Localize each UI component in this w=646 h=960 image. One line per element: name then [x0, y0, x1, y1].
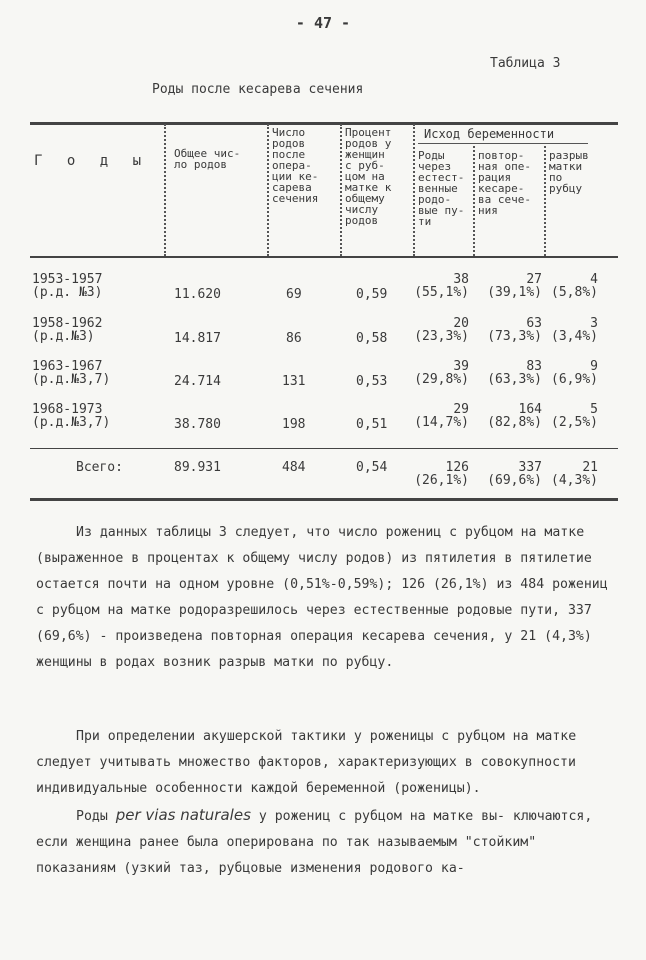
header-total-births: Общее чис- ло родов: [174, 147, 241, 171]
table-cell-repeat: 63 (73,3%): [487, 316, 542, 344]
total-row-percent: 0,54: [356, 460, 388, 475]
header-rupture: разрыв матки по рубцу: [549, 149, 589, 195]
total-row-natural: 126 (26,1%): [414, 460, 469, 488]
table-cell-natural: 38 (55,1%): [414, 272, 469, 300]
table-cell-total: 14.817: [174, 331, 221, 346]
table-cell-cs: 86: [286, 331, 302, 346]
outcome-header-rule: [418, 143, 588, 144]
paragraph-3-rest: у рожениц с рубцом на матке вы- ключаются, если женщина ранее была оперирована по так называемым "стойким" показаниям (узкий таз, рубцовые изменения родового ка-: [36, 809, 593, 876]
table-cell-years: 1968-1973 (р.д.№3,7): [32, 402, 111, 430]
table-cell-cs: 131: [282, 374, 306, 389]
table-cell-total: 11.620: [174, 287, 221, 302]
table-cell-percent: 0,59: [356, 287, 388, 302]
header-bottom-rule: [30, 256, 618, 258]
paragraph-1: [36, 520, 616, 676]
column-divider: [267, 124, 269, 256]
table-cell-repeat: 83 (63,3%): [487, 359, 542, 387]
table-cell-rupture: 9 (6,9%): [551, 359, 598, 387]
table-label: Таблица 3: [490, 56, 561, 71]
paragraph-2-text: При определении акушерской тактики у роженицы с рубцом на матке следует учитывать множество факторов, характеризующих в совокупности индивидуальные особенности каждой беременной (роженицы).: [36, 729, 577, 796]
table-cell-rupture: 4 (5,8%): [551, 272, 598, 300]
header-natural: Роды через естест- венные родо- вые пу- ти: [418, 149, 465, 228]
table-cell-total: 24.714: [174, 374, 221, 389]
total-row-cs: 484: [282, 460, 306, 475]
table-cell-natural: 39 (29,8%): [414, 359, 469, 387]
table-top-rule: [30, 122, 618, 125]
paragraph-1-text: Из данных таблицы 3 следует, что число рожениц с рубцом на матке (выраженное в процентах к общему числу родов) из пятилетия в пятилетие остается почти на одном уровне (0,51%-0,59%); 126 (26,1%) из 484 рожениц с рубцом на матке родоразрешилось через естественные родовые пути, 337 (69,6%) - произведена повторная операция кесарева сечения, у 21 (4,3%) женщины в родах возник разрыв матки по рубцу.: [36, 525, 608, 670]
paragraph-3: [36, 802, 616, 882]
paragraph-3-start: Роды: [76, 809, 108, 824]
paragraph-3-text: [36, 802, 616, 882]
table-cell-repeat: 164 (82,8%): [487, 402, 542, 430]
header-cs-births: Число родов после опера- ции ке- сарева сечения: [272, 126, 319, 205]
total-row-total: 89.931: [174, 460, 221, 475]
total-row-label: Всего:: [76, 460, 123, 475]
total-top-rule: [30, 448, 618, 449]
table-cell-years: 1963-1967 (р.д.№3,7): [32, 359, 111, 387]
table-cell-rupture: 5 (2,5%): [551, 402, 598, 430]
header-repeat-cs: повтор- ная опе- рация кесаре- ва сече- ния: [478, 149, 531, 217]
table-cell-cs: 69: [286, 287, 302, 302]
column-divider: [164, 124, 166, 256]
header-years: Г о д ы: [34, 153, 150, 169]
table-bottom-rule: [30, 498, 618, 501]
paragraph-2: [36, 724, 616, 802]
table-cell-cs: 198: [282, 417, 306, 432]
column-divider: [340, 124, 342, 256]
column-divider: [544, 146, 546, 256]
table-title: Роды после кесарева сечения: [152, 82, 364, 97]
total-row-repeat: 337 (69,6%): [487, 460, 542, 488]
header-percent: Процент родов у женщин с руб- цом на матке к общему числу родов: [345, 126, 392, 227]
table-cell-percent: 0,51: [356, 417, 388, 432]
table-cell-percent: 0,53: [356, 374, 388, 389]
table-cell-rupture: 3 (3,4%): [551, 316, 598, 344]
table-cell-years: 1958-1962 (р.д.№3): [32, 316, 103, 344]
table-cell-natural: 29 (14,7%): [414, 402, 469, 430]
total-row-rupture: 21 (4,3%): [551, 460, 598, 488]
table-cell-percent: 0,58: [356, 331, 388, 346]
column-divider: [413, 124, 415, 256]
handwritten-insert: per vias naturales: [115, 806, 251, 824]
table-cell-total: 38.780: [174, 417, 221, 432]
table-cell-natural: 20 (23,3%): [414, 316, 469, 344]
table-cell-repeat: 27 (39,1%): [487, 272, 542, 300]
header-outcome: Исход беременности: [424, 127, 555, 141]
table-cell-years: 1953-1957 (р.д. №3): [32, 272, 103, 300]
page-number: - 47 -: [295, 14, 351, 32]
column-divider: [473, 146, 475, 256]
